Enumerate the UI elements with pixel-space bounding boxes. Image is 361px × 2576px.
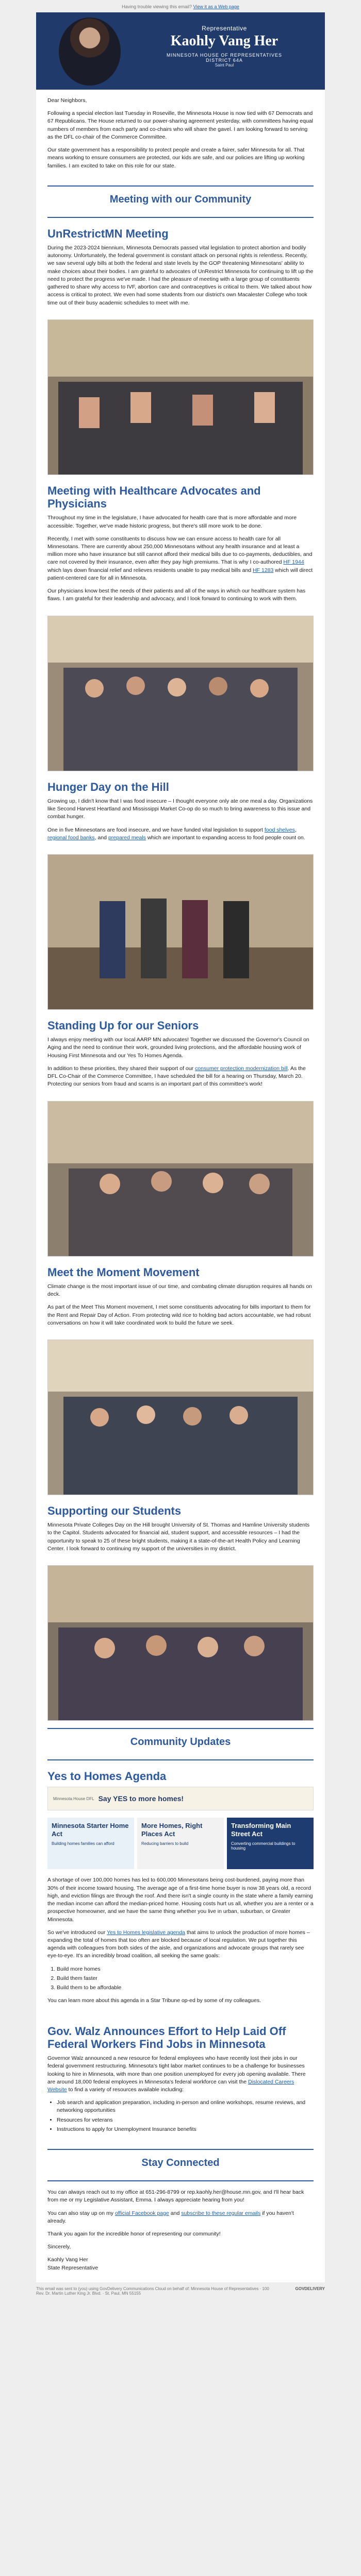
section-stay-connected: Stay Connected — [141, 2157, 220, 2169]
homes-p2-text: So we've introduced our — [47, 1929, 106, 1936]
divider — [47, 1759, 314, 1760]
healthcare-photo — [47, 616, 314, 771]
greeting: Dear Neighbors, — [47, 97, 87, 104]
box1-title: Minnesota Starter Home Act — [52, 1822, 129, 1838]
homes-title: Yes to Homes Agenda — [47, 1770, 167, 1783]
box2-title: More Homes, Right Places Act — [141, 1822, 203, 1838]
main-street-box — [227, 1818, 314, 1869]
contact-p2-text-c: if you haven't already. — [47, 2210, 294, 2224]
moment-title: Meet the Moment Movement — [47, 1265, 200, 1279]
homes-p1: A shortage of over 100,000 homes has led to 600,000 Minnesotans being cost-burdened, paying more than 30% of their income toward housing. The average age of a first-time home buyer is now 38 years old, a record high, and eviction filings are through the roof. And there isn't a single county in the state where a family earning the median income can afford the median-priced home. Housing costs hurt us all, whether you are a renter or a prospective homeowner, and we have the same thing whether you live in urban, suburban, or Greater Minnesota. — [47, 1877, 314, 1923]
homes-p3: You can learn more about this agenda in a Star Tribune op-ed by some of my colleagues. — [47, 1997, 261, 2004]
divider — [47, 217, 314, 218]
seniors-p2-text-b: As the DFL Co-Chair of the Commerce Committee, I have scheduled the bill for a hearing on Thursday, March 20. Protecting our seniors from fraud and scams is an important part of this committee's work! — [47, 1065, 306, 1088]
banner-org: MINNESOTA HOUSE OF REPRESENTATIVES — [166, 53, 283, 58]
preheader — [0, 0, 361, 12]
hunger-p2: One in five Minnesotans are food insecure, and we have funded vital legislation to support food shelves, regional food banks, and prepared meals which are important to expanding access to food people count on. — [47, 826, 305, 841]
box2-sub: Reducing barriers to build — [141, 1841, 189, 1846]
homes-p2-text-b: that aims to unlock the production of more homes – expanding the total of homes that too often are blocked because of local regulation. We put together this agenda with colleagues from both sides of the aisle, and organizations and advocate groups that rarely see eye-to-eye. It's an incredibly broad coalition, all seeking the same goals: — [47, 1929, 310, 1959]
promo-text: Say YES to more homes! — [98, 1794, 184, 1803]
header-banner — [36, 12, 325, 90]
students-title: Supporting our Students — [47, 1504, 182, 1517]
contact — [36, 2181, 325, 2282]
sign-off: Sincerely, — [47, 2244, 71, 2250]
dislocated-careers-link[interactable]: Dislocated Careers Website — [47, 2078, 294, 2093]
healthcare-p2-text-c: which will direct patient-centered care for all in Minnesota. — [47, 567, 313, 581]
hf1283-link[interactable]: HF 1283 — [253, 567, 274, 573]
fed-p1-text-b: to find a variety of resources available including: — [68, 2086, 184, 2093]
consumer-protection-link[interactable]: consumer protection modernization bill — [195, 1065, 288, 1072]
seniors-photo — [47, 1101, 314, 1257]
hunger-photo — [47, 854, 314, 1010]
section-community: Meeting with our Community — [109, 193, 252, 205]
govdelivery-logo: GOVDELIVERY — [295, 2286, 325, 2291]
view-web-link[interactable]: View it as a Web page — [193, 4, 239, 9]
more-homes-box — [137, 1818, 224, 1869]
preheader-text: Having trouble viewing this email? — [122, 4, 192, 9]
moment-photo — [47, 1340, 314, 1495]
moment-p2: As part of the Meet This Moment movement, I met some constituents advocating for bills important to them for the Rent and Repair Day of Action. From protecting wild rice to holding bad actors accountable, we had robust conversations on how it will take coordinated work to build the future we seek. — [47, 1304, 311, 1326]
homes-goals-list — [57, 1965, 314, 1992]
seniors-p1: I always enjoy meeting with our local AARP MN advocates! Together we discussed the Governor's Council on Aging and the need to continue their work, grounded living protections, and the affordable housing work of Housing First Minnesota and our Yes To Homes Agenda. — [47, 1037, 309, 1059]
contact-p2-and: and — [170, 2210, 180, 2216]
box3-sub: Converting commercial buildings to housing — [231, 1841, 296, 1851]
moment-p1: Climate change is the most important issue of our time, and combating climate disruption requires all hands on deck. — [47, 1283, 313, 1298]
homes-promo — [47, 1787, 314, 1810]
fed-p1-text: Governor Walz announced a new resource for federal employees who have recently lost their jobs in our federal government restructuring. Minnesota's tight labor market continues to be a challenge for businesses looking to hire in Minnesota, with more than one position unemployed for every job opening available. There are around 18,000 federal employees in Minnesota's federal workforce can visit the — [47, 2055, 306, 2085]
contact-p1: You can always reach out to my office at 651-296-8799 or rep.kaohly.her@house.mn.gov, and I'll hear back from me or my Legislative Assistant, Emma. I always appreciate hearing from you! — [47, 2189, 304, 2204]
food-shelves-link[interactable]: food shelves — [264, 826, 295, 833]
section-updates: Community Updates — [130, 1736, 231, 1748]
unrestrict-p1: During the 2023-2024 biennium, Minnesota Democrats passed vital legislation to protect abortion and bodily autonomy. Unfortunately, the federal government is constant attack on personal rights is relentless. Recently, we saw several ugly bills at both the federal and state levels by the GOP threatening Minnesotans' ability to make choices about their bodies. I am grateful to advocates of UnRestrict Minnesota for continuing to lift up the need to protect the progress we've made. I had the pleasure of meeting with a large group of constituents gathered to share why access to IVF, abortion care and contraceptives is critical to them. We talked about how access is critical to protect. We even had some students from our district's own Macalester College who took time out of their busy academic schedules to meet with me. — [47, 245, 314, 306]
unrestrict-title: UnRestrictMN Meeting — [47, 227, 169, 240]
list-item: 1. Build more homes — [57, 1965, 314, 1973]
representative-portrait — [59, 18, 121, 86]
hunger-p2-text: One in five Minnesotans are food insecure, and we have funded vital legislation to support — [47, 826, 263, 833]
contact-p3: Thank you again for the incredible honor of representing our community! — [47, 2230, 221, 2237]
list-item: 2. Build them faster — [57, 1975, 314, 1982]
signature-name: Kaohly Vang Her — [47, 2257, 88, 2263]
healthcare-p2-text: Recently, I met with some constituents to discuss how we can ensure access to health care for all Minnesotans. There are currently about 250,000 Minnesotans without any health insurance and at least a million more who have insurance but still cannot afford their medical bills due to co-payments, deductibles, and care not covered by their insurance, even after they pay high premiums. That is why I co-authored — [47, 535, 313, 566]
list-item: • Resources for veterans — [57, 2116, 314, 2124]
fed-p1 — [47, 2055, 314, 2094]
healthcare-title: Meeting with Healthcare Advocates and Physicians — [47, 484, 261, 511]
starter-home-box — [47, 1818, 134, 1869]
box3-title: Transforming Main Street Act — [231, 1822, 291, 1838]
students-photo — [47, 1565, 314, 1721]
hunger-p2-text-b: which are important to expanding access to food people count on. — [147, 834, 305, 841]
seniors-p2-text: In addition to these priorities, they shared their support of our — [47, 1065, 194, 1072]
hunger-p1: Growing up, I didn't know that I was food insecure – I thought everyone only ate one meal a day. Organizations like Second Harvest Heartland and Mississippi Market Co-op do so much to bring awareness to this issue and combat hunger. — [47, 798, 313, 820]
hf1944-link[interactable]: HF 1944 — [283, 559, 304, 566]
subscribe-link[interactable]: subscribe to these regular emails — [181, 2210, 261, 2216]
homes-p2 — [47, 1929, 314, 1960]
footer-text: This email was sent to (you) using GovDelivery Communications Cloud on behalf of: Minnesota House of Representatives · 100 Rev. Dr. Martin Luther King Jr. Blvd. · St. Paul, MN 55155 — [36, 2286, 269, 2296]
homes-boxes — [47, 1818, 314, 1869]
students-p1: Minnesota Private Colleges Day on the Hill brought University of St. Thomas and Hamline University students to the Capitol. Students advocated for financial aid, student support, and accessible resources – I had the opportunity to speak to 25 of these bright students, making it a state-of-the-art Health Policy and Learning Center. I look forward to continuing my support of the universities in my district. — [47, 1522, 310, 1552]
fed-title: Gov. Walz Announces Effort to Help Laid Off Federal Workers Find Jobs in Minnesota — [47, 2024, 286, 2050]
healthcare-p2 — [47, 535, 314, 582]
seniors-title: Standing Up for our Seniors — [47, 1019, 199, 1032]
healthcare-p3: Our physicians know best the needs of their patients and all of the ways in which our healthcare system has flaws. I am grateful for their leadership and advocacy, and I look forward to continuing to work with them. — [47, 588, 306, 602]
fed-resources-list — [57, 2099, 314, 2133]
intro-p2: Our state government has a responsibility to protect people and create a fairer, safer Minnesota for all. That means working to ensure consumers are protected, our kids are safe, and our policies are lifting up working families. I am excited to take on this role for our state. — [47, 147, 305, 169]
promo-tag: Minnesota House DFL — [53, 1796, 94, 1801]
facebook-link[interactable]: official Facebook page — [114, 2210, 169, 2216]
banner-name: Kaohly Vang Her — [170, 33, 278, 49]
prepared-meals-link[interactable]: prepared meals — [108, 834, 146, 841]
banner-role: Representative — [202, 25, 247, 32]
banner-district: DISTRICT 64A — [206, 58, 243, 63]
contact-p2 — [47, 2210, 314, 2225]
signature-title: State Representative — [47, 2264, 99, 2271]
healthcare-p2-text-b: which lays down financial relief and relieves residents unable to pay medical bills and — [47, 567, 252, 573]
healthcare-p1: Throughout my time in the legislature, I have advocated for health care that is more affordable and more accessible. Together, we've made historic progress, but there's still more work to be done. — [47, 515, 297, 529]
list-item: • Instructions to apply for Unemployment Insurance benefits — [57, 2126, 314, 2133]
intro-p1: Following a special election last Tuesday in Roseville, the Minnesota House is now tied with 67 Democrats and 67 Republicans. The House returned to our power-sharing agreement yesterday, with committees having equal numbers of members from each party and co-chairs who will share the gavel. I am looking forward to serving as the DFL co-chair of the Commerce Committee. — [47, 110, 313, 140]
list-item: 3. Build them to be affordable — [57, 1984, 314, 1992]
hunger-title: Hunger Day on the Hill — [47, 780, 169, 793]
list-item: • Job search and application preparation, including in-person and online workshops, resume reviews, and networking opportunities — [57, 2099, 314, 2114]
yes-to-homes-link[interactable]: Yes to Homes legislative agenda — [107, 1929, 186, 1936]
box1-sub: Building homes families can afford — [52, 1841, 114, 1846]
banner-city: Saint Paul — [215, 63, 234, 67]
seniors-p2: In addition to these priorities, they shared their support of our consumer protection modernization bill. As the DFL Co-Chair of the Commerce Committee, I have scheduled the bill for a hearing on Thursday, March 20. Protecting our seniors from fraud and scams is an important part of this committee's work! — [47, 1065, 306, 1088]
food-banks-link[interactable]: regional food banks — [47, 834, 95, 841]
unrestrict-photo — [47, 319, 314, 475]
email-body — [36, 12, 325, 2282]
footer — [36, 2282, 325, 2300]
contact-p2-text: You can also stay up on my — [47, 2210, 114, 2216]
intro — [36, 90, 325, 180]
